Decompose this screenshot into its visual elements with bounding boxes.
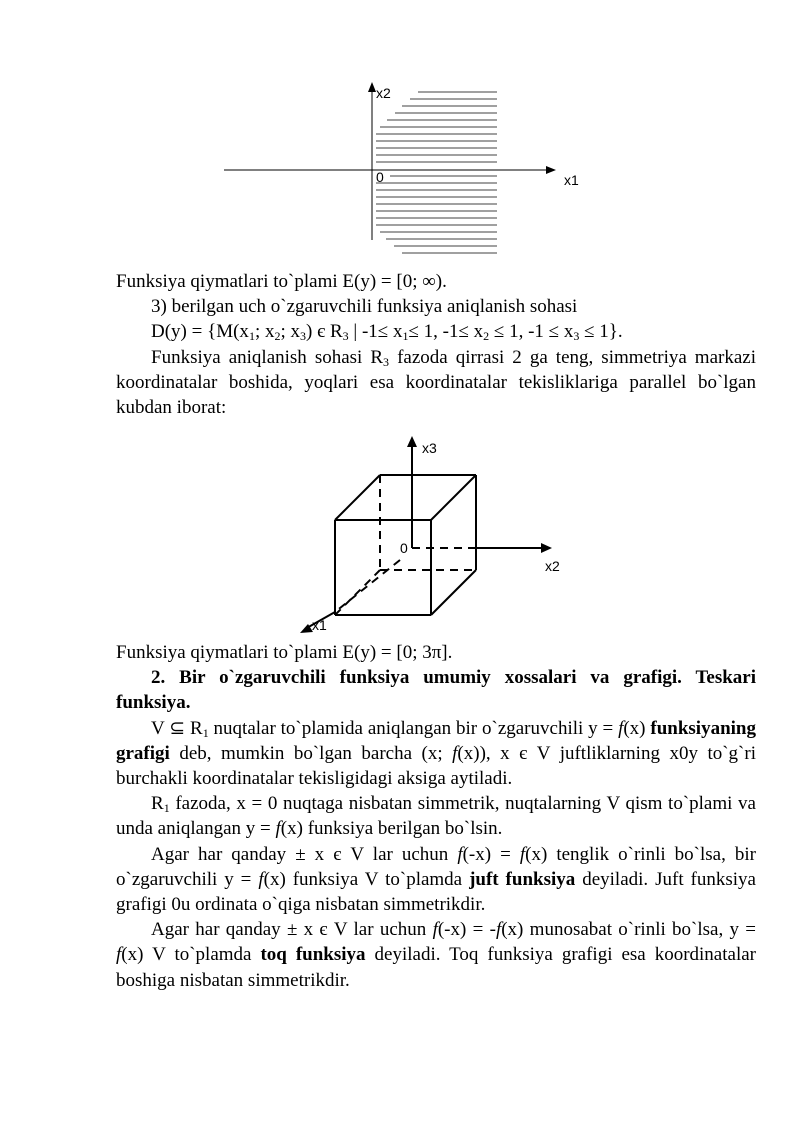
even-function-paragraph: Agar har qanday ± x є V lar uchun f(-x) = f(x) tenglik o`rinli bo`lsa, bir o`zgaruvchili y = f(x) funksiya V to`plamda juft funksiya deyiladi. Juft funksiya grafigi 0u ordinata o`qiga nisbatan simmetrikdir.: [116, 843, 756, 916]
cube-bottom-right-edge: [431, 570, 476, 615]
range-statement-2: Funksiya qiymatlari to`plami E(y) = [0; 3π].: [116, 642, 453, 663]
domain-definition: $D(y) = \{M(x_1$; $x_2$; $x_3$) є $R_3$ | $-1\le x_1\le 1$, $-1\le x_2 \le 1$, $-1 \le x_3 \le 1$}.: [151, 321, 623, 344]
text-block-2: [116, 640, 756, 993]
x1-axis-hidden: [335, 560, 400, 612]
origin-label: 0: [400, 540, 408, 556]
x3-axis-arrow: [407, 436, 417, 447]
cube-hidden-bottom-left: [335, 570, 380, 615]
cube-figure: [0, 430, 800, 640]
x1-axis-arrow: [546, 166, 556, 174]
section-heading: 2. Bir o`zgaruvchili funksiya umumiy xossalari va grafigi. Teskari funksiya.: [116, 667, 756, 714]
range-statement-1: Funksiya qiymatlari to`plami E(y) = [0; ∞).: [116, 271, 447, 292]
cube-description: Funksiya aniqlanish sohasi $R_3$ fazoda qirrasi 2 ga teng, simmetriya markazi koordinatalar boshida, yoqlari esa koordinatalar tekisliklariga parallel bo`lgan kubdan iborat:: [116, 346, 756, 419]
cube-top-right-edge: [431, 475, 476, 520]
hatch-lines: [376, 92, 497, 253]
text-block-1: [116, 269, 756, 420]
x2-axis-arrow: [368, 82, 376, 92]
half-plane-figure: [0, 0, 800, 270]
origin-label: 0: [376, 169, 384, 185]
cube-top-left-edge: [335, 475, 380, 520]
x2-axis-label: x2: [545, 558, 560, 574]
x2-axis-label: x2: [376, 85, 391, 101]
x1-axis-label: x1: [312, 617, 327, 633]
symmetric-set-paragraph: $R_1$ fazoda, x = 0 nuqtaga nisbatan simmetrik, nuqtalarning V qism to`plami va unda aniqlangan y = f(x) funksiya berilgan bo`lsin.: [116, 793, 756, 840]
odd-function-paragraph: Agar har qanday ± x є V lar uchun f(-x) = -f(x) munosabat o`rinli bo`lsa, y = f(x) V to`plamda toq funksiya deyiladi. Toq funksiya grafigi esa koordinatalar boshiga nisbatan simmetrikdir.: [116, 919, 756, 991]
x1-axis-label: x1: [564, 172, 579, 188]
item-3-heading: 3) berilgan uch o`zgaruvchili funksiya aniqlanish sohasi: [151, 296, 578, 318]
x3-axis-label: x3: [422, 440, 437, 456]
x2-axis-arrow: [541, 543, 552, 553]
graph-definition: V ⊆ $R_1$ nuqtalar to`plamida aniqlangan bir o`zgaruvchili y = f(x) funksiyaning grafigi deb, mumkin bo`lgan barcha (x; f(x)), x є V juftliklarning x0y to`g`ri burchakli koordinatalar tekisligidagi aksiga aytiladi.: [116, 717, 756, 790]
